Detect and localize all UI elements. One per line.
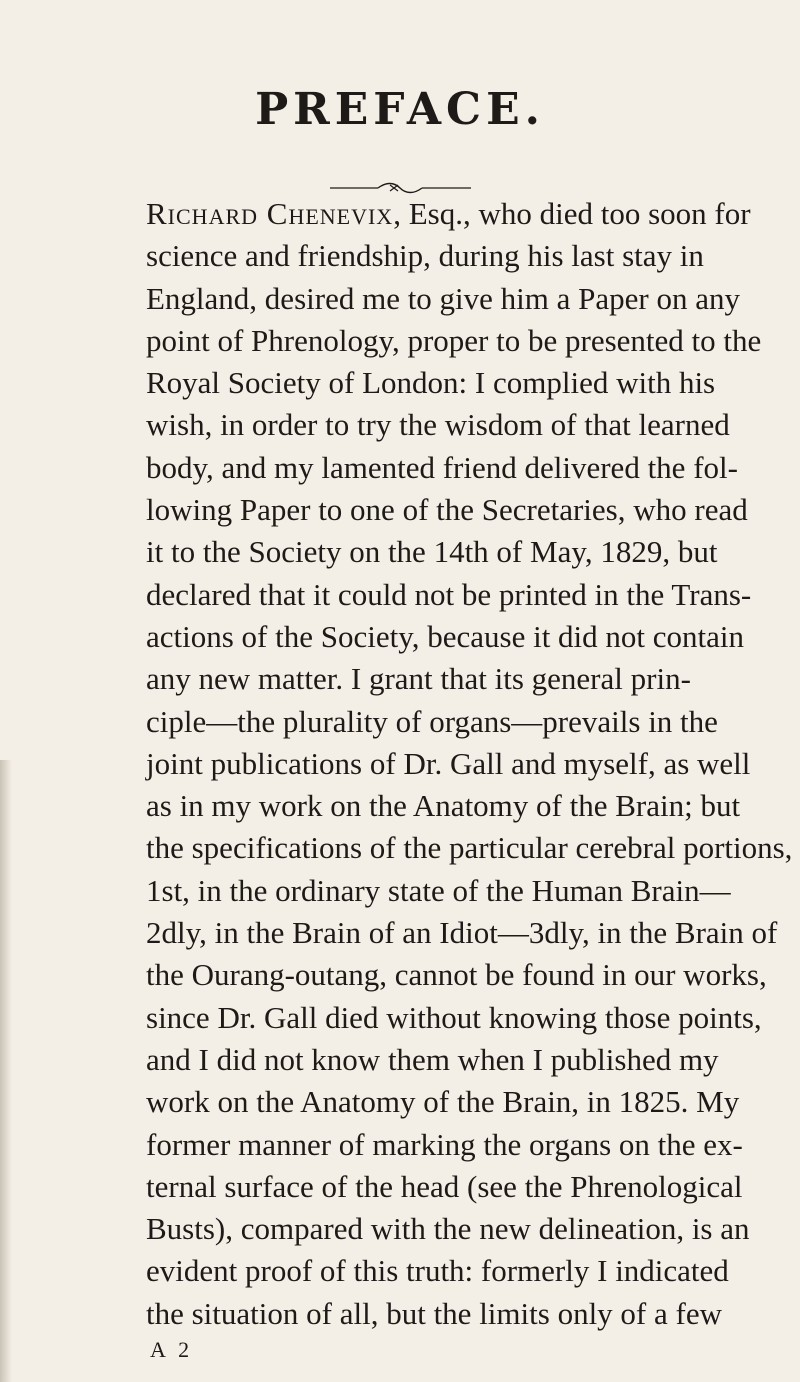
text-line: former manner of marking the organs on the ex- — [146, 1126, 743, 1162]
text-line: the specifications of the particular cerebral portions, — [146, 830, 793, 866]
text-line: any new matter. I grant that its general prin- — [146, 661, 691, 697]
text-line: since Dr. Gall died without knowing those points, — [146, 999, 762, 1035]
text-line: 1st, in the ordinary state of the Human Brain— — [146, 872, 731, 908]
text-line: England, desired me to give him a Paper on any — [146, 280, 741, 316]
text-line: it to the Society on the 14th of May, 1829, but — [146, 534, 718, 570]
text-line: as in my work on the Anatomy of the Brain; but — [146, 788, 741, 824]
text-line: 2dly, in the Brain of an Idiot—3dly, in the Brain of — [146, 915, 778, 951]
text-line: work on the Anatomy of the Brain, in 1825. My — [146, 1084, 740, 1120]
signature-mark: A 2 — [150, 1337, 194, 1362]
text-line: declared that it could not be printed in the Trans- — [146, 576, 752, 612]
page-edge-shadow — [0, 760, 12, 1382]
text-line: ternal surface of the head (see the Phrenological — [146, 1168, 743, 1204]
text-line: Royal Society of London: I complied with his — [146, 365, 716, 401]
text-line: evident proof of this truth: formerly I indicated — [146, 1253, 729, 1289]
text-line: lowing Paper to one of the Secretaries, who read — [146, 492, 748, 528]
text-line: and I did not know them when I published my — [146, 1041, 719, 1077]
text-line: Busts), compared with the new delineation, is an — [146, 1211, 750, 1247]
text-line: actions of the Society, because it did not contain — [146, 618, 745, 654]
preface-body — [146, 193, 793, 1335]
text-line: the situation of all, but the limits only of a few — [146, 1295, 722, 1331]
text-line: wish, in order to try the wisdom of that learned — [146, 407, 730, 443]
page-heading: PREFACE. — [255, 84, 545, 135]
text-line: point of Phrenology, proper to be presented to the — [146, 322, 762, 358]
text-line: science and friendship, during his last stay in — [146, 238, 704, 274]
text-line: Richard Chenevix, Esq., who died too soon for — [146, 196, 751, 231]
text-line: ciple—the plurality of organs—prevails in the — [146, 703, 718, 739]
author-name: Richard Chenevix — [146, 196, 394, 231]
text-line: joint publications of Dr. Gall and myself, as well — [146, 745, 751, 781]
text-line: body, and my lamented friend delivered the fol- — [146, 449, 738, 485]
text-line: the Ourang-outang, cannot be found in our works, — [146, 957, 767, 993]
